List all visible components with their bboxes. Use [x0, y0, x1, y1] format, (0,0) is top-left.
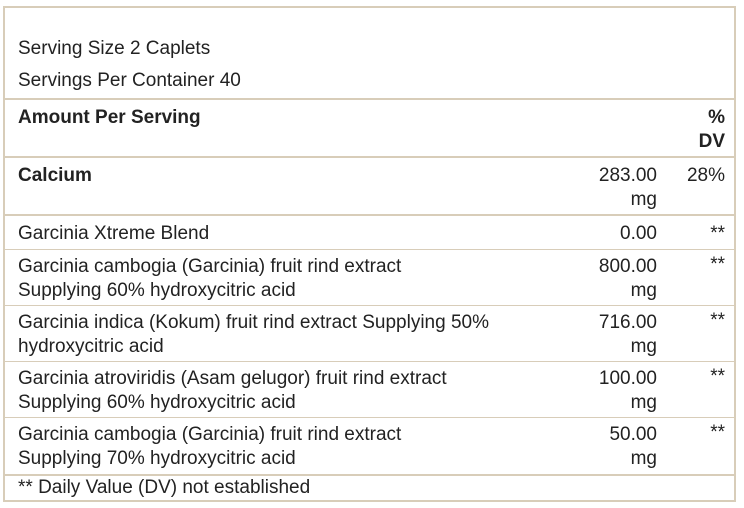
ingredient-amount: [575, 367, 657, 415]
ingredient-name-line1: Garcinia Xtreme Blend: [18, 223, 210, 244]
table-header-row: [5, 98, 734, 156]
amount-unit: mg: [630, 280, 657, 301]
ingredient-amount: [575, 311, 657, 359]
amount-value: 100.00: [598, 368, 657, 389]
amount-unit: mg: [630, 448, 657, 469]
dv-heading: [665, 106, 725, 154]
table-row: [5, 214, 734, 249]
amount-value: 50.00: [609, 424, 657, 445]
dv-heading-line2: DV: [698, 131, 725, 152]
ingredient-name-line1: Garcinia atroviridis (Asam gelugor) fruit rind extract: [18, 368, 447, 389]
ingredient-dv: **: [710, 310, 725, 331]
nutrient-amount: [575, 164, 657, 212]
amount-unit: mg: [630, 336, 657, 357]
ingredient-amount: [575, 423, 657, 471]
amount-unit: mg: [630, 392, 657, 413]
ingredient-amount: [575, 222, 657, 246]
nutrient-dv: 28%: [686, 165, 725, 186]
amount-unit: mg: [630, 189, 657, 210]
nutrient-name: Calcium: [18, 165, 92, 186]
amount-value: 716.00: [598, 312, 657, 333]
ingredient-name-line2: hydroxycitric acid: [18, 336, 164, 357]
serving-size: Serving Size 2 Caplets: [18, 38, 211, 59]
supplement-facts-panel: [3, 6, 736, 502]
ingredient-name: [18, 423, 568, 471]
ingredient-amount: [575, 255, 657, 303]
serving-info: [5, 8, 734, 98]
dv-heading-line1: %: [708, 107, 725, 128]
ingredient-name: [18, 255, 568, 303]
ingredient-name-line2: Supplying 60% hydroxycitric acid: [18, 392, 296, 413]
ingredient-dv: **: [710, 254, 725, 275]
ingredient-dv: **: [710, 223, 725, 244]
dv-footnote: ** Daily Value (DV) not established: [18, 477, 311, 498]
table-row: [5, 305, 734, 361]
ingredient-name: [18, 222, 568, 246]
table-row: [5, 361, 734, 417]
ingredient-dv: **: [710, 422, 725, 443]
ingredient-name: [18, 367, 568, 415]
ingredient-name-line1: Garcinia indica (Kokum) fruit rind extract Supplying 50%: [18, 312, 489, 333]
table-row: [5, 417, 734, 474]
ingredient-dv: **: [710, 366, 725, 387]
amount-per-serving-heading: Amount Per Serving: [18, 107, 201, 128]
servings-per-container: Servings Per Container 40: [18, 70, 241, 91]
ingredient-name-line1: Garcinia cambogia (Garcinia) fruit rind extract: [18, 424, 402, 445]
footnote-row: [5, 474, 734, 500]
ingredient-name-line1: Garcinia cambogia (Garcinia) fruit rind extract: [18, 256, 402, 277]
table-row-calcium: [5, 156, 734, 214]
amount-value: 800.00: [598, 256, 657, 277]
table-row: [5, 249, 734, 305]
ingredient-name-line2: Supplying 60% hydroxycitric acid: [18, 280, 296, 301]
amount-value: 283.00: [598, 165, 657, 186]
ingredient-name-line2: Supplying 70% hydroxycitric acid: [18, 448, 296, 469]
ingredient-name: [18, 311, 568, 359]
amount-value: 0.00: [620, 223, 657, 244]
